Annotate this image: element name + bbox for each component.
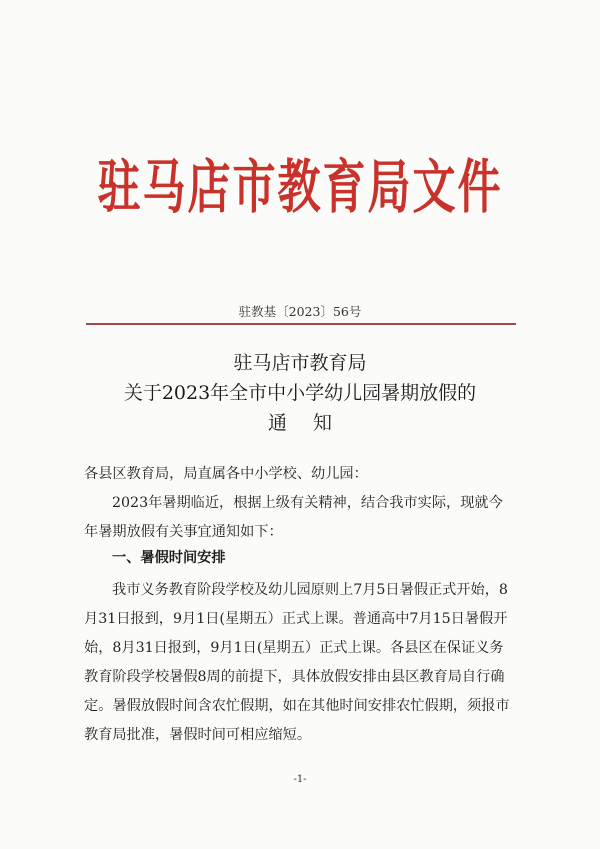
document-header-title: 驻马店市教育局文件 [97,154,503,222]
salutation: 各县区教育局，局直属各中小学校、幼儿园： [84,466,368,482]
page-number: -1- [293,774,307,785]
section-heading: 一、暑假时间安排 [112,550,226,566]
document-number: 驻教基〔2023〕56号 [238,304,362,319]
section-paragraph: 我市义务教育阶段学校及幼儿园原则上7月5日暑假正式开始，8月31日报到，9月1日(星期五）正式上课。普通高中7月15日暑假开始，8月31日报到，9月1日(星期五）正式上课。各县区在保证义务教育阶段学校暑假8周的前提下，具体放假安排由县区教育局自行确定。暑假放假时间含农忙假期，如在其他时间安排农忙假期，须报市教育局批准，暑假时间可相应缩短。 [84,582,510,743]
notice-title-line-1: 驻马店市教育局 [233,352,367,374]
notice-title-line-3: 通知 [267,412,358,434]
header-divider [86,323,516,325]
intro-paragraph: 2023年暑期临近，根据上级有关精神，结合我市实际，现就今年暑期放假有关事宜通知如下： [84,495,503,540]
notice-title-line-2: 关于2023年全市中小学幼儿园暑期放假的 [123,382,477,404]
